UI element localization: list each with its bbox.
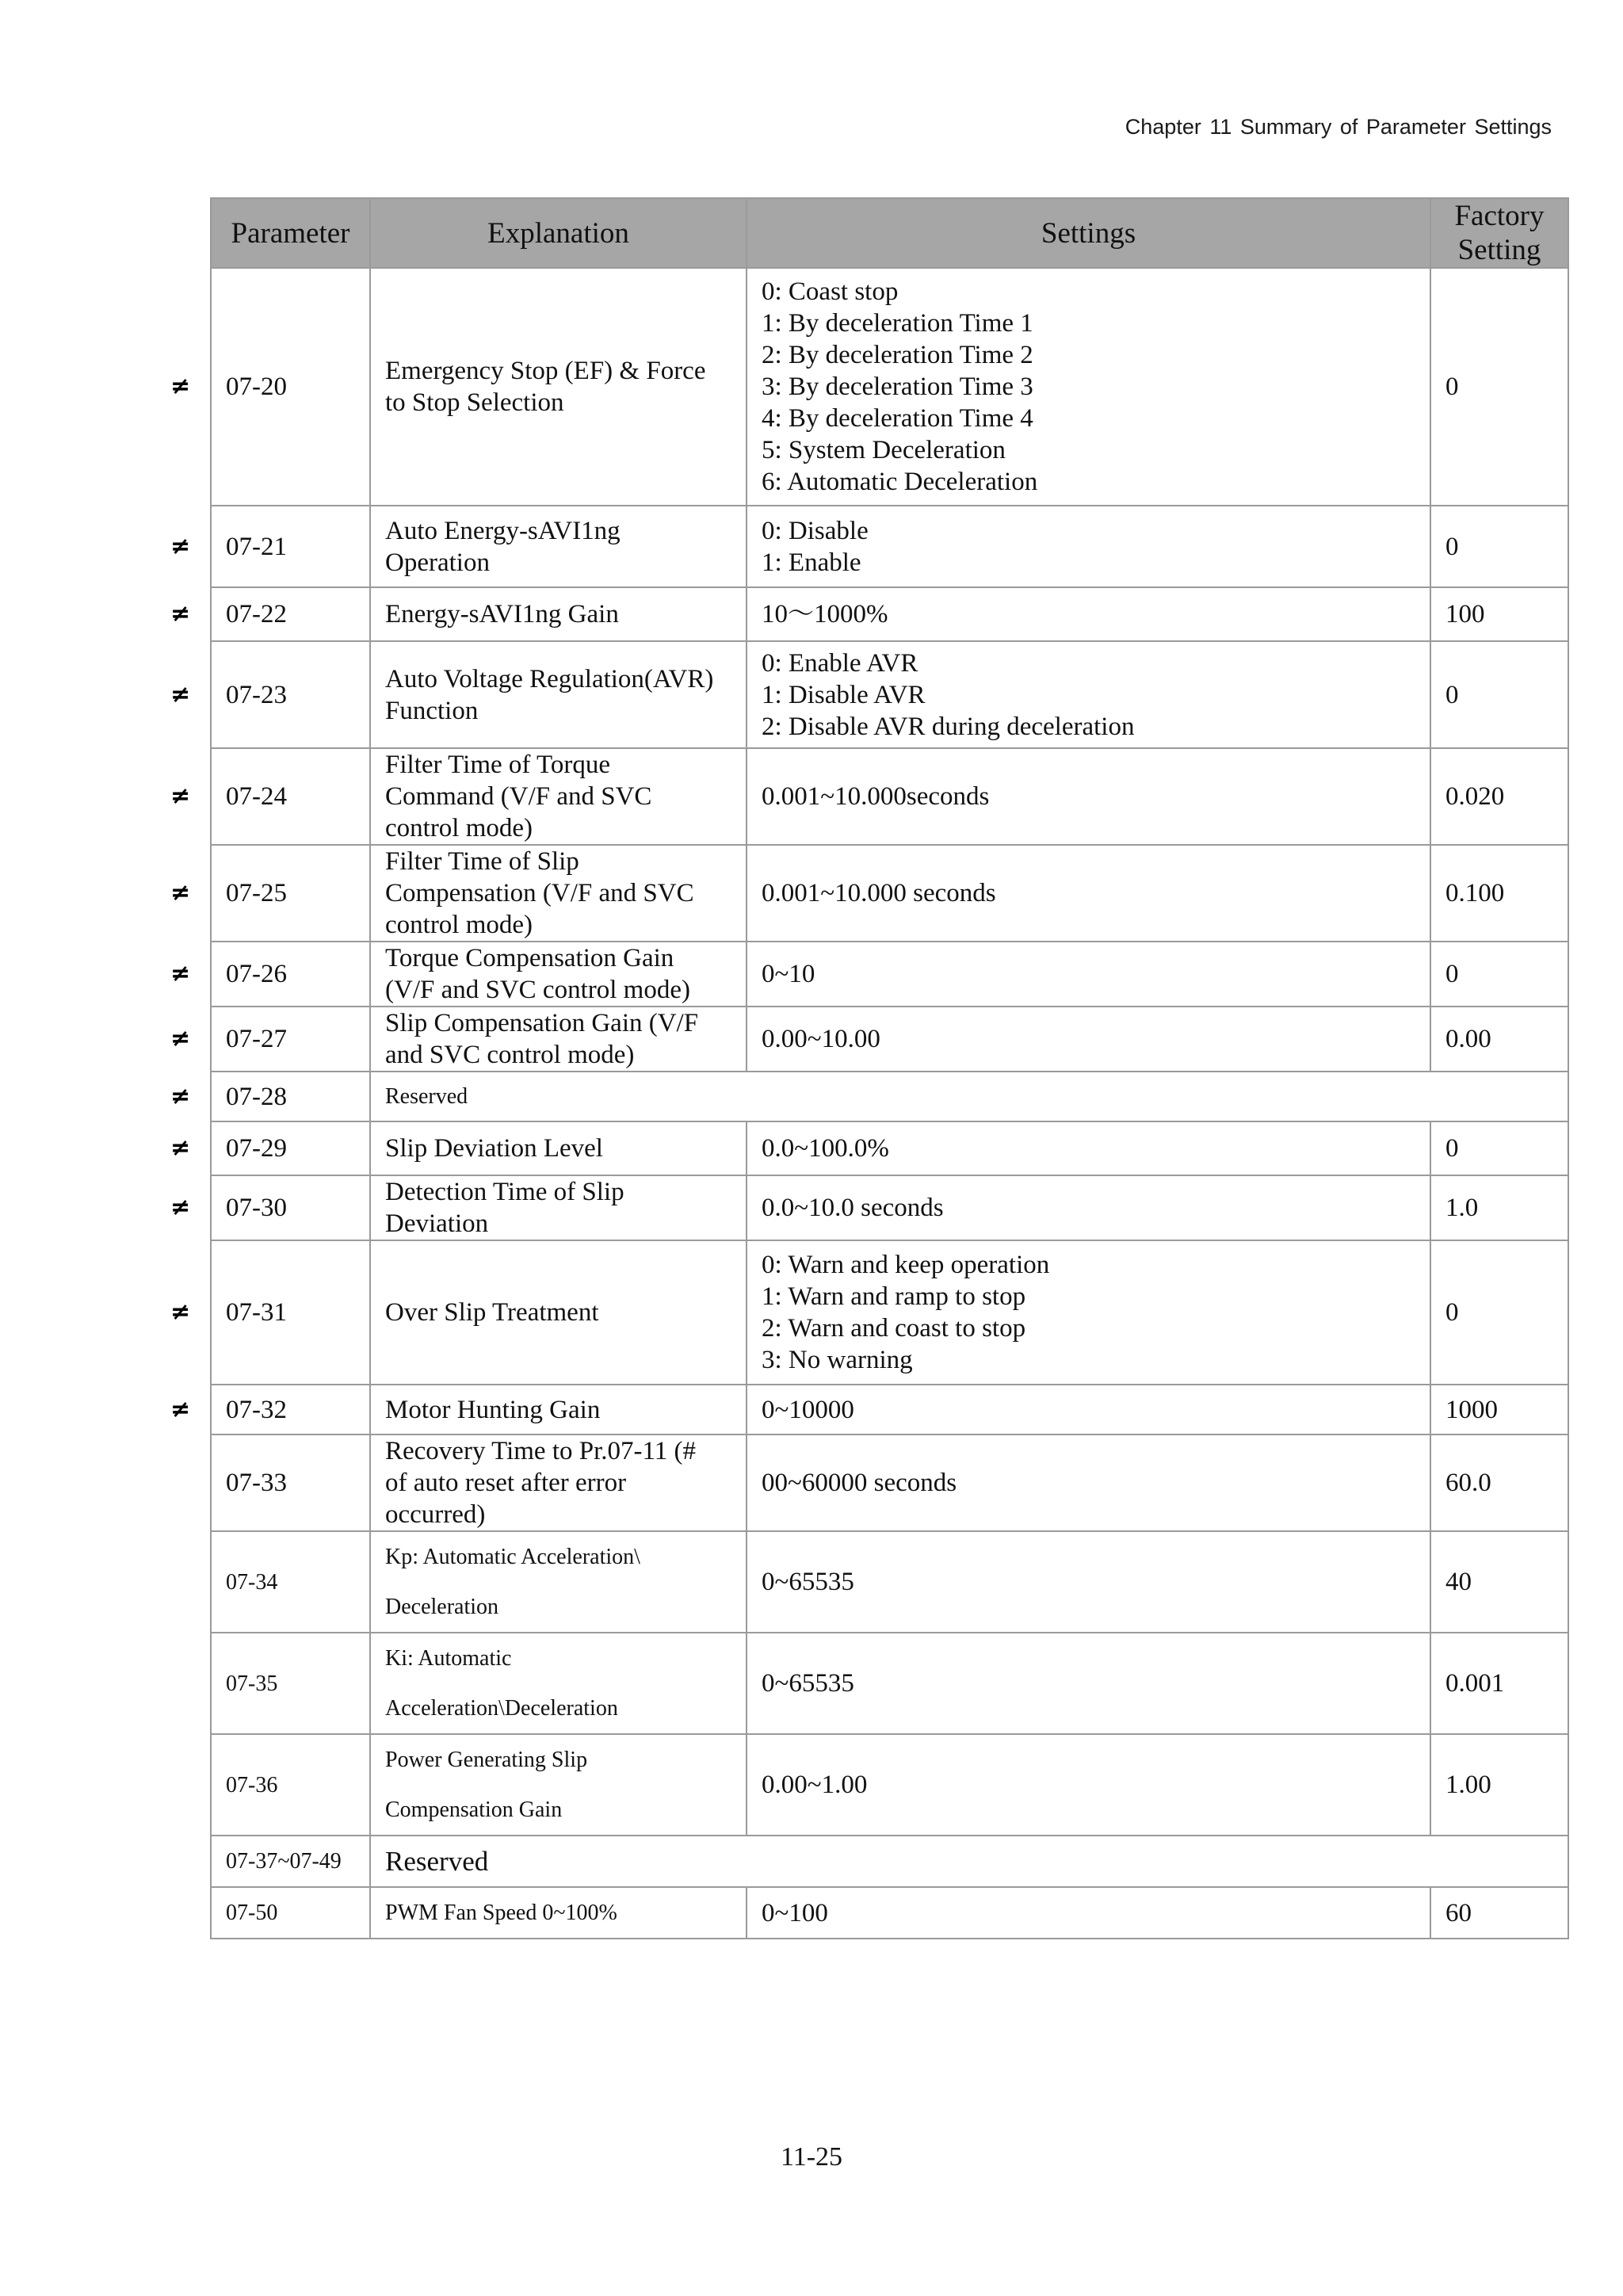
text-line: 1: Disable AVR: [762, 680, 926, 709]
settings-cell: [747, 1887, 1430, 1939]
factory-setting-cell: 60.0: [1430, 1435, 1568, 1531]
table-row: [211, 845, 1568, 942]
settings-cell: [747, 641, 1430, 748]
text-line: control mode): [385, 911, 533, 939]
reserved-cell: Reserved: [370, 1836, 1568, 1887]
text-line: Slip Deviation Level: [385, 1134, 603, 1163]
run-time-modifiable-icon: ≠: [170, 782, 191, 810]
text-line: Command (V/F and SVC: [385, 782, 652, 811]
explanation-cell: [370, 1435, 747, 1531]
column-header-factory-setting: Factory Setting: [1430, 198, 1568, 268]
parameter-code: 07-25: [226, 879, 287, 907]
explanation-cell: [370, 748, 747, 845]
explanation-cell: [370, 268, 747, 506]
parameter-code: 07-31: [226, 1298, 287, 1327]
explanation-cell: [370, 845, 747, 942]
text-line: 0~100: [762, 1898, 828, 1927]
column-header-settings: Settings: [747, 198, 1430, 268]
table-row: [211, 942, 1568, 1007]
text-line: 10～1000%: [762, 600, 888, 628]
parameter-code: 07-26: [226, 960, 287, 988]
table-row: [211, 1385, 1568, 1435]
run-time-modifiable-icon: ≠: [170, 1194, 191, 1221]
text-line: Filter Time of Torque: [385, 751, 611, 779]
text-line: 3: No warning: [762, 1346, 913, 1374]
text-line: to Stop Selection: [385, 388, 564, 417]
text-line: 1: Warn and ramp to stop: [762, 1282, 1026, 1311]
text-line: control mode): [385, 814, 533, 842]
run-time-modifiable-icon: ≠: [170, 1298, 191, 1326]
parameter-code: 07-30: [226, 1194, 287, 1222]
parameter-cell: [211, 1734, 370, 1836]
run-time-modifiable-icon: ≠: [170, 879, 191, 907]
settings-cell: [747, 1240, 1430, 1385]
table-row: [211, 748, 1568, 845]
settings-cell: [747, 1175, 1430, 1240]
explanation-cell: [370, 1007, 747, 1072]
text-line: 0.00~10.00: [762, 1025, 880, 1053]
factory-setting-cell: 0: [1430, 641, 1568, 748]
settings-cell: [747, 1734, 1430, 1836]
text-line: 0: Enable AVR: [762, 648, 918, 678]
parameter-code: 07-36: [226, 1772, 278, 1797]
parameter-code: 07-21: [226, 532, 287, 561]
text-line: 0: Disable: [762, 516, 869, 545]
text-line: Emergency Stop (EF) & Force: [385, 357, 706, 385]
text-line: 3: By deceleration Time 3: [762, 372, 1033, 401]
text-line: Power Generating Slip: [385, 1748, 588, 1772]
factory-setting-cell: 100: [1430, 587, 1568, 641]
run-time-modifiable-icon: ≠: [170, 1395, 191, 1423]
text-line: Function: [385, 696, 479, 725]
settings-cell: [747, 1435, 1430, 1531]
text-line: Deviation: [385, 1209, 489, 1238]
parameter-code: 07-37~07-49: [226, 1849, 342, 1874]
parameter-code: 07-24: [226, 782, 287, 811]
explanation-cell: [370, 942, 747, 1007]
table-row: [211, 1633, 1568, 1734]
settings-cell: [747, 1385, 1430, 1435]
text-line: and SVC control mode): [385, 1041, 635, 1069]
text-line: 0.001~10.000 seconds: [762, 879, 996, 907]
factory-setting-cell: 1.00: [1430, 1734, 1568, 1836]
text-line: 0.0~100.0%: [762, 1134, 889, 1163]
explanation-cell: [370, 1633, 747, 1734]
settings-cell: [747, 1633, 1430, 1734]
text-line: Compensation Gain: [385, 1797, 563, 1822]
text-line: 2: By deceleration Time 2: [762, 341, 1033, 369]
text-line: Acceleration\Deceleration: [385, 1696, 618, 1721]
parameter-cell: [211, 1531, 370, 1633]
text-line: of auto reset after error: [385, 1469, 627, 1497]
run-time-modifiable-icon: ≠: [170, 532, 191, 560]
parameter-code: 07-35: [226, 1671, 278, 1696]
text-line: 0~10000: [762, 1395, 854, 1424]
explanation-cell: [370, 1887, 747, 1939]
table-row: [211, 1836, 1568, 1887]
text-line: occurred): [385, 1500, 486, 1529]
table-row: [211, 1887, 1568, 1939]
factory-setting-cell: 0: [1430, 942, 1568, 1007]
table-row: [211, 1734, 1568, 1836]
explanation-cell: [370, 1175, 747, 1240]
explanation-cell: [370, 506, 747, 587]
parameter-code: 07-29: [226, 1134, 287, 1163]
parameter-code: 07-28: [226, 1082, 287, 1111]
text-line: Motor Hunting Gain: [385, 1395, 601, 1424]
text-line: Operation: [385, 548, 490, 577]
explanation-cell: [370, 641, 747, 748]
explanation-cell: [370, 1734, 747, 1836]
text-line: Recovery Time to Pr.07-11 (#: [385, 1437, 697, 1465]
text-line: 5: System Deceleration: [762, 436, 1006, 464]
text-line: 0.0~10.0 seconds: [762, 1194, 944, 1222]
text-line: 1: Enable: [762, 548, 861, 577]
text-line: 1: By deceleration Time 1: [762, 309, 1033, 338]
table-row: [211, 1175, 1568, 1240]
chapter-header: Chapter 11 Summary of Parameter Settings: [1125, 115, 1552, 139]
factory-setting-cell: 0.100: [1430, 845, 1568, 942]
text-line: Compensation (V/F and SVC: [385, 879, 694, 907]
text-line: Over Slip Treatment: [385, 1298, 599, 1327]
parameter-cell: [170, 587, 370, 641]
text-line: Auto Voltage Regulation(AVR): [385, 664, 714, 693]
text-line: PWM Fan Speed 0~100%: [385, 1900, 617, 1925]
table-row: [211, 268, 1568, 506]
explanation-cell: [370, 1121, 747, 1175]
parameter-cell: [170, 1385, 370, 1435]
parameter-cell: [170, 1121, 370, 1175]
text-line: Slip Compensation Gain (V/F: [385, 1009, 699, 1037]
table-row: [211, 1007, 1568, 1072]
explanation-cell: [370, 587, 747, 641]
settings-cell: [747, 506, 1430, 587]
explanation-cell: [370, 1531, 747, 1633]
parameter-cell: [170, 1175, 370, 1240]
reserved-cell: Reserved: [370, 1072, 1568, 1121]
factory-setting-cell: 0.001: [1430, 1633, 1568, 1734]
factory-setting-cell: 0.020: [1430, 748, 1568, 845]
run-time-modifiable-icon: ≠: [170, 1025, 191, 1052]
text-line: Energy-sAVI1ng Gain: [385, 600, 619, 628]
text-line: 2: Warn and coast to stop: [762, 1314, 1026, 1343]
factory-setting-cell: 0: [1430, 268, 1568, 506]
text-line: 0.00~1.00: [762, 1771, 868, 1799]
text-line: Detection Time of Slip: [385, 1178, 624, 1206]
table-row: [211, 1072, 1568, 1121]
column-header-parameter: Parameter: [211, 198, 370, 268]
settings-cell: [747, 1007, 1430, 1072]
factory-setting-cell: 0.00: [1430, 1007, 1568, 1072]
run-time-modifiable-icon: ≠: [170, 680, 191, 709]
text-line: 0~10: [762, 960, 815, 988]
page-number: 11-25: [780, 2142, 843, 2172]
explanation-cell: [370, 1385, 747, 1435]
run-time-modifiable-icon: ≠: [170, 1134, 191, 1162]
parameter-cell: [211, 1887, 370, 1939]
settings-cell: [747, 845, 1430, 942]
settings-cell: [747, 942, 1430, 1007]
parameter-cell: [170, 1072, 370, 1121]
factory-setting-cell: 60: [1430, 1887, 1568, 1939]
parameter-code: 07-27: [226, 1025, 287, 1053]
parameter-code: 07-22: [226, 600, 287, 628]
text-line: 0: Coast stop: [762, 277, 899, 306]
parameter-cell: [170, 942, 370, 1007]
text-line: (V/F and SVC control mode): [385, 976, 690, 1004]
explanation-cell: [370, 1240, 747, 1385]
table-header-row: [211, 198, 1568, 268]
table-row: [211, 1240, 1568, 1385]
table-row: [211, 641, 1568, 748]
settings-cell: [747, 1121, 1430, 1175]
text-line: 6: Automatic Deceleration: [762, 468, 1038, 496]
parameter-cell: [170, 1240, 370, 1385]
parameter-cell: [211, 1633, 370, 1734]
text-line: Torque Compensation Gain: [385, 944, 674, 972]
factory-setting-cell: 40: [1430, 1531, 1568, 1633]
text-line: Ki: Automatic: [385, 1646, 512, 1671]
parameter-cell: [170, 845, 370, 942]
text-line: Kp: Automatic Acceleration\: [385, 1545, 640, 1569]
parameter-code: 07-34: [226, 1569, 278, 1595]
factory-setting-cell: 1000: [1430, 1385, 1568, 1435]
parameter-cell: [211, 1836, 370, 1887]
column-header-explanation: Explanation: [370, 198, 747, 268]
settings-cell: [747, 587, 1430, 641]
table-row: [211, 1531, 1568, 1633]
table-row: [211, 1435, 1568, 1531]
text-line: 0~65535: [762, 1669, 854, 1698]
parameter-cell: [170, 506, 370, 587]
text-line: 0: Warn and keep operation: [762, 1251, 1050, 1279]
text-line: 2: Disable AVR during deceleration: [762, 712, 1135, 741]
run-time-modifiable-icon: ≠: [170, 1082, 191, 1110]
table-row: [211, 1121, 1568, 1175]
settings-cell: [747, 748, 1430, 845]
factory-setting-cell: 1.0: [1430, 1175, 1568, 1240]
parameter-cell: [170, 748, 370, 845]
run-time-modifiable-icon: ≠: [170, 600, 191, 628]
parameter-code: 07-23: [226, 680, 287, 709]
parameter-code: 07-32: [226, 1395, 287, 1424]
text-line: Deceleration: [385, 1595, 499, 1619]
table-row: [211, 587, 1568, 641]
factory-setting-cell: 0: [1430, 1121, 1568, 1175]
text-line: 4: By deceleration Time 4: [762, 404, 1033, 433]
parameter-cell: [170, 641, 370, 748]
factory-setting-cell: 0: [1430, 506, 1568, 587]
table-row: [211, 506, 1568, 587]
parameter-cell: [170, 268, 370, 506]
parameter-cell: [211, 1435, 370, 1531]
run-time-modifiable-icon: ≠: [170, 960, 191, 988]
parameter-code: 07-33: [226, 1469, 287, 1497]
table-body: [170, 268, 1568, 1939]
text-line: 0.001~10.000seconds: [762, 782, 990, 811]
text-line: Auto Energy-sAVI1ng: [385, 516, 621, 545]
settings-cell: [747, 268, 1430, 506]
parameter-code: 07-50: [226, 1901, 278, 1925]
settings-cell: [747, 1531, 1430, 1633]
factory-setting-cell: 0: [1430, 1240, 1568, 1385]
run-time-modifiable-icon: ≠: [170, 372, 191, 400]
parameter-code: 07-20: [226, 372, 287, 401]
text-line: 00~60000 seconds: [762, 1469, 957, 1497]
text-line: 0~65535: [762, 1568, 854, 1596]
parameter-cell: [170, 1007, 370, 1072]
parameter-table: [170, 197, 1569, 1939]
text-line: Filter Time of Slip: [385, 847, 579, 876]
